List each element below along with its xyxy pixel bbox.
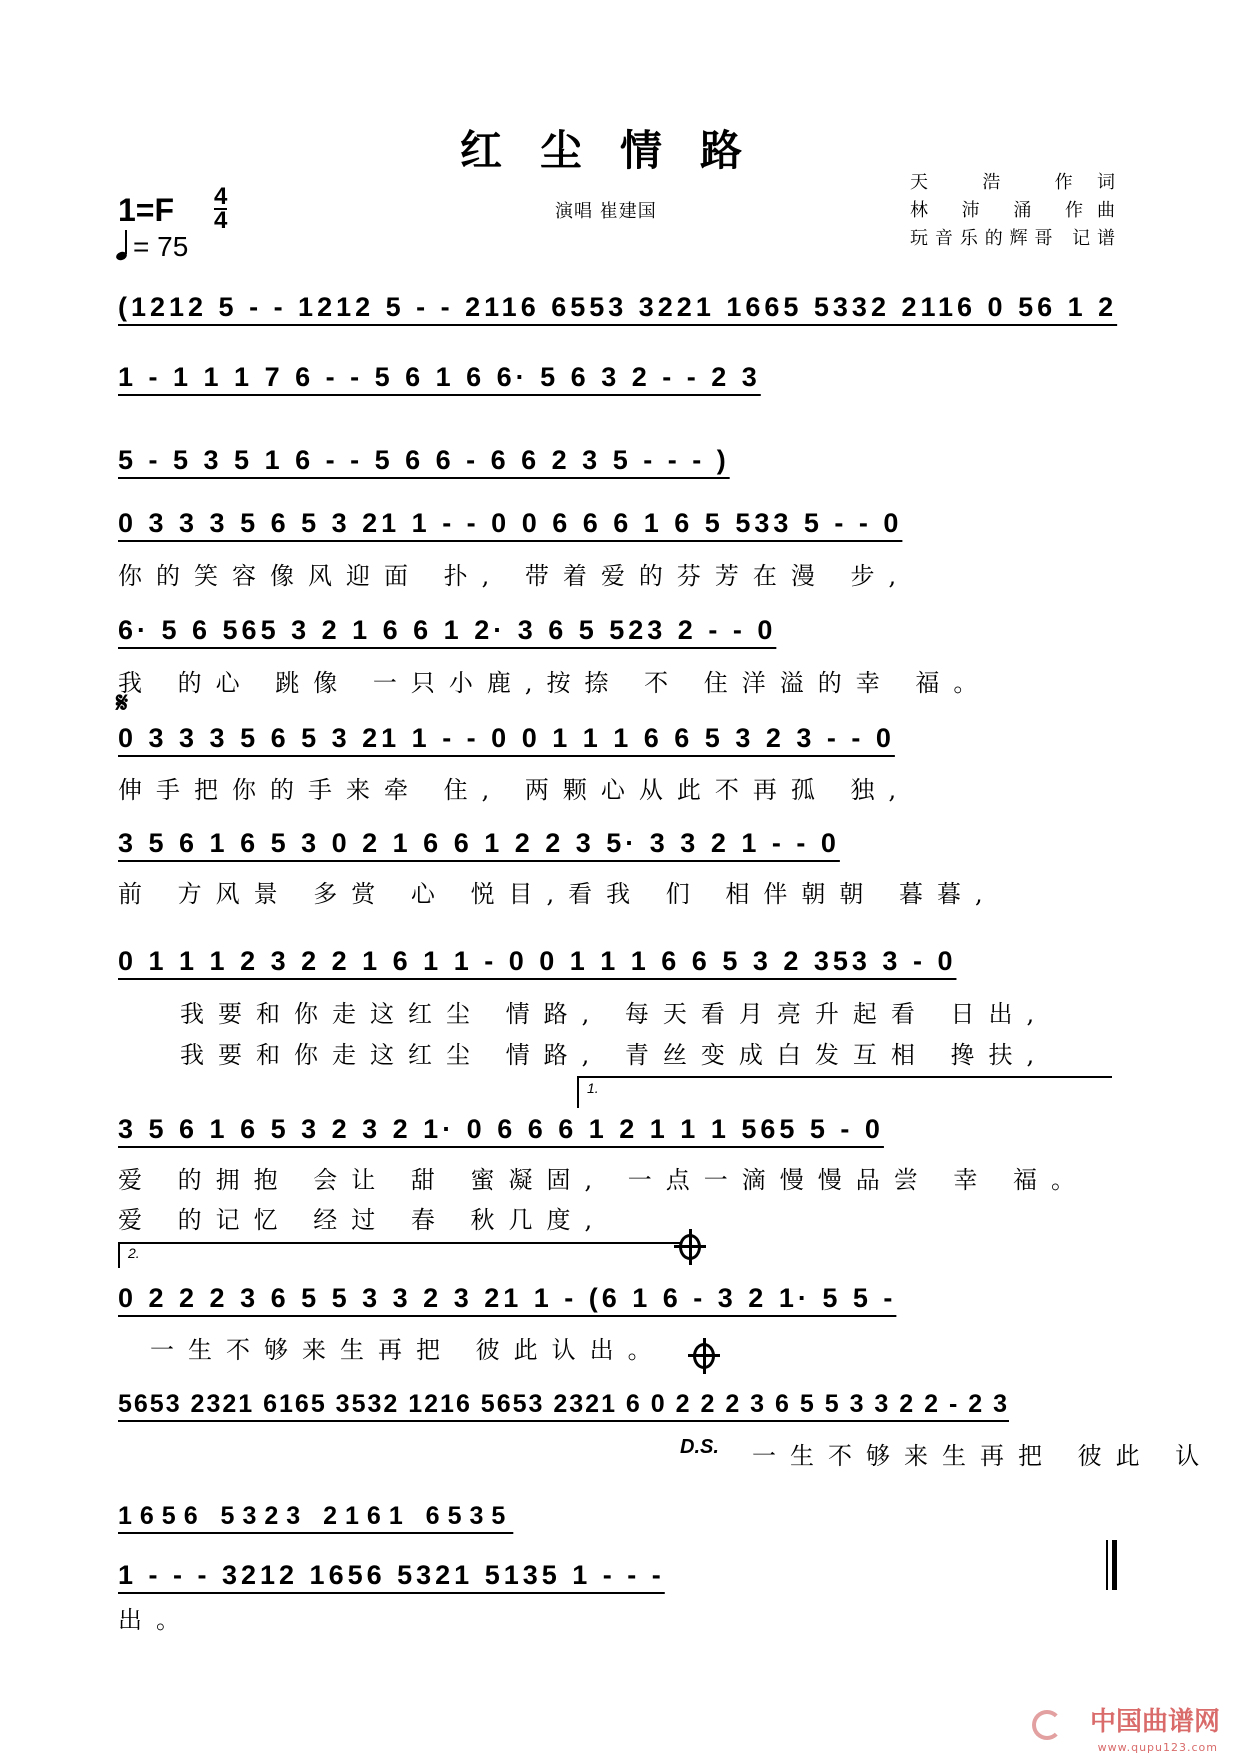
volta-label: 1.	[587, 1080, 599, 1096]
final-barline	[1112, 1540, 1117, 1590]
tempo-value: = 75	[133, 231, 189, 262]
tempo-marking	[116, 230, 188, 263]
volta-label: 2.	[128, 1245, 140, 1261]
score-line: 5 - 5 3 5 1 6 - - 5 6 6 - 6 6 2 3 5 - - - )	[118, 445, 730, 475]
key-signature: 1=F	[118, 192, 175, 228]
lyric-line: 我要和你走这红尘 情路, 每天看月亮升起看 日出,	[180, 1000, 1049, 1028]
composer-credit: 林 沛 涌 作曲	[910, 200, 1115, 221]
coda-icon	[679, 1234, 701, 1260]
time-signature-bottom: 4	[214, 207, 228, 234]
score-line: 0 3 3 3 5 6 5 3 21 1 - - 0 0 1 1 1 6 6 5 3 2 3 - - 0	[118, 723, 895, 753]
score-line: (1212 5 - - 1212 5 - - 2116 6553 3221 1665 5332 2116 0 56 1 2	[118, 292, 1118, 322]
score-line: 1 - - - 3212 1656 5321 5135 1 - - -	[118, 1560, 665, 1590]
transcriber-credit: 玩音乐的辉哥 记谱	[910, 228, 1115, 249]
score-line: 6· 5 6 565 3 2 1 6 6 1 2· 3 6 5 523 2 - - 0	[118, 615, 777, 645]
lyric-line: 伸手把你的手来牵 住, 两颗心从此不再孤 独,	[118, 776, 911, 804]
lyric-line: 你的笑容像风迎面 扑, 带着爱的芬芳在漫 步,	[118, 562, 911, 590]
score-line: 5653 2321 6165 3532 1216 5653 2321 6 0 2 2 2 3 6 5 5 3 3 2 2 - 2 3	[118, 1390, 1009, 1418]
watermark-url: www.qupu123.com	[1097, 1741, 1218, 1754]
lyric-line: 爱 的记忆 经过 春 秋几度,	[118, 1206, 607, 1234]
lyric-line: 一生不够来生再把 彼此 认	[752, 1442, 1214, 1470]
lyric-line: 出。	[118, 1606, 194, 1634]
score-line: 1 - 1 1 1 7 6 - - 5 6 1 6 6· 5 6 3 2 - - 2 3	[118, 362, 761, 392]
volta-bracket-1	[577, 1076, 1112, 1108]
score-line: 0 3 3 3 5 6 5 3 21 1 - - 0 0 6 6 6 1 6 5 533 5 - - 0	[118, 508, 903, 538]
score-line: 0 2 2 2 3 6 5 5 3 3 2 3 21 1 - (6 1 6 - 3 2 1· 5 5 -	[118, 1283, 897, 1313]
time-signature-top: 4	[214, 183, 228, 210]
time-signature	[214, 183, 228, 234]
score-line: 0 1 1 1 2 3 2 2 1 6 1 1 - 0 0 1 1 1 6 6 5 3 2 353 3 - 0	[118, 946, 957, 976]
score-line: 3 5 6 1 6 5 3 2 3 2 1· 0 6 6 6 1 2 1 1 1 565 5 - 0	[118, 1114, 884, 1144]
coda-icon	[693, 1343, 715, 1369]
lyric-line: 前 方风景 多赏 心 悦目,看我 们 相伴朝朝 暮暮,	[118, 880, 997, 908]
lyricist-credit: 天 浩 作词	[910, 172, 1115, 193]
watermark-name: 中国曲谱网	[1089, 1707, 1220, 1737]
lyric-line: 爱 的拥抱 会让 甜 蜜凝固, 一点一滴慢慢品尝 幸 福。	[118, 1166, 1090, 1194]
quarter-note-icon	[115, 250, 128, 261]
score-line: 1656 5323 2161 6535	[118, 1502, 514, 1530]
lyric-line: 我要和你走这红尘 情路, 青丝变成白发互相 搀扶,	[180, 1041, 1049, 1069]
watermark-logo-icon	[1032, 1710, 1062, 1740]
singer-credit: 演唱 崔建国	[555, 201, 657, 222]
dal-segno-mark: D.S.	[680, 1436, 719, 1458]
lyric-line: 我 的心 跳像 一只小鹿,按捺 不 住洋溢的幸 福。	[118, 669, 992, 697]
barline	[1106, 1540, 1108, 1590]
volta-bracket-2	[118, 1242, 680, 1268]
song-title: 红尘情路	[459, 126, 780, 175]
score-line: 3 5 6 1 6 5 3 0 2 1 6 6 1 2 2 3 5· 3 3 2 1 - - 0	[118, 828, 840, 858]
segno-icon: 𝄋	[116, 686, 129, 719]
lyric-line: 一生不够来生再把 彼此认出。	[150, 1336, 666, 1364]
